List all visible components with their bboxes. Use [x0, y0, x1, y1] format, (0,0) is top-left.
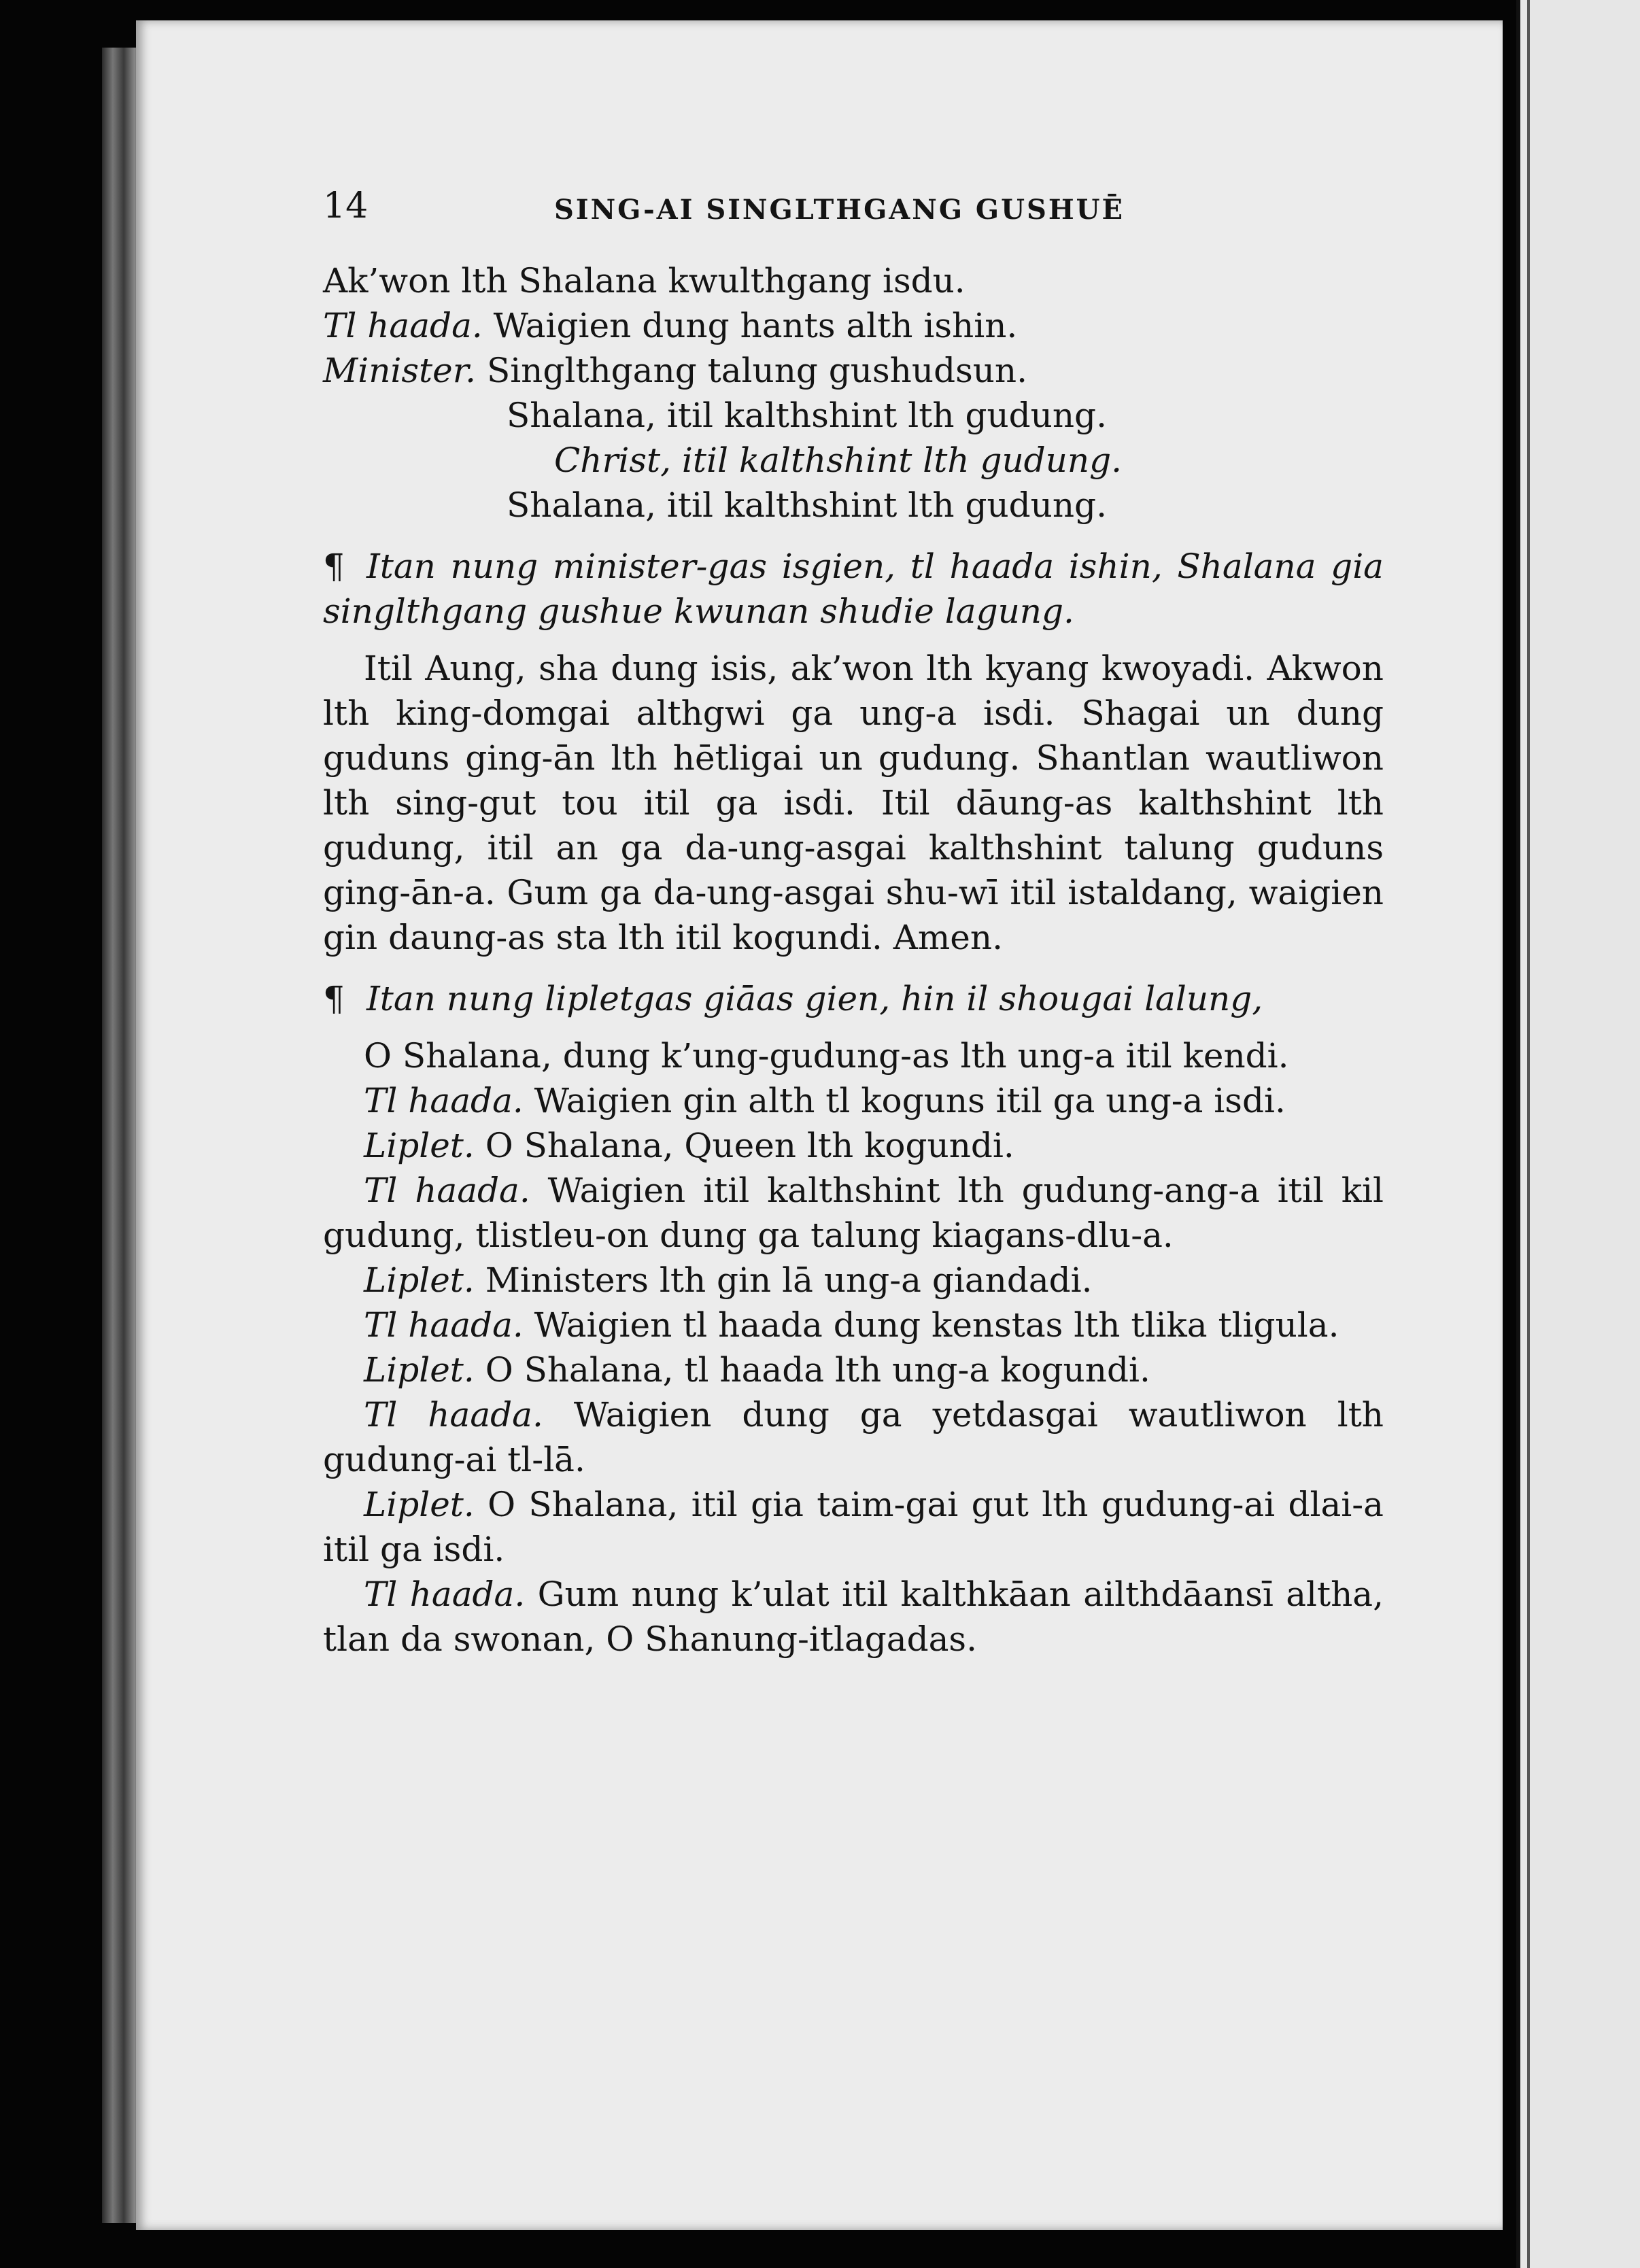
response-line: [323, 1258, 1384, 1303]
response-text: Waigien gin alth tl koguns itil ga ung-a isdi.: [534, 1081, 1286, 1120]
line-text: Waigien dung hants alth ishin.: [493, 306, 1018, 345]
rubric: [323, 976, 1384, 1021]
facing-page-edge: [1516, 0, 1640, 2268]
page-title: SING-AI SINGLTHGANG GUSHUĒ: [554, 194, 1125, 226]
response-line: [323, 1482, 1384, 1572]
line-text: Singlthgang talung gushudsun.: [486, 351, 1028, 390]
speaker-label: Liplet.: [364, 1126, 475, 1165]
pilcrow-mark: ¶: [323, 547, 345, 586]
response-line: [323, 1303, 1384, 1347]
running-head: [323, 177, 1384, 231]
speaker-label: Minister.: [323, 351, 477, 390]
speaker-label: Liplet.: [364, 1485, 475, 1524]
rubric-text: Itan nung minister-gas isgien, tl haada ishin, Shalana gia singlthgang gushue kwunan shudie lagung.: [323, 547, 1384, 631]
prayer-paragraph: O Shalana, dung k’ung-gudung-as lth ung-a itil kendi.: [364, 1036, 1289, 1076]
speaker-label: Tl haada.: [364, 1171, 530, 1210]
page-number: 14: [323, 186, 369, 226]
gutter-line: [1527, 0, 1530, 2268]
text-line: [323, 348, 1384, 393]
line-text: Ak’won lth Shalana kwulthgang isdu.: [323, 261, 966, 300]
speaker-label: Tl haada.: [364, 1575, 526, 1614]
text-line: [323, 258, 1384, 303]
response-text: O Shalana, tl haada lth ung-a kogundi.: [485, 1350, 1150, 1390]
speaker-label: Tl haada.: [364, 1395, 543, 1434]
versicle-line: Shalana, itil kalthshint lth gudung.: [507, 396, 1107, 435]
rubric: [323, 544, 1384, 634]
response-line: [323, 1392, 1384, 1482]
response-line: [323, 1123, 1384, 1168]
response-text: Waigien itil kalthshint lth gudung-ang-a itil kil gudung, tlistleu-on dung ga talung kiagans-dlu-a.: [323, 1171, 1384, 1255]
speaker-label: Liplet.: [364, 1350, 475, 1390]
response-line: [323, 1168, 1384, 1258]
prayer-paragraph: Itil Aung, sha dung isis, ak’won lth kyang kwoyadi. Akwon lth king-domgai althgwi ga ung-a isdi. Shagai un dung guduns ging-ān lth hētligai un gudung. Shantlan wautliwon lth sing-gut tou itil ga isdi. Itil dāung-as kalthshint lth gudung, itil an ga da-ung-asgai kalthshint talung guduns ging-ān-a. Gum ga da-ung-asgai shu-wī itil istaldang, waigien gin daung-as sta lth itil kogundi. Amen.: [323, 649, 1384, 957]
response-line: [323, 1347, 1384, 1392]
speaker-label: Tl haada.: [364, 1305, 524, 1345]
text-line: [323, 303, 1384, 348]
speaker-label: Tl haada.: [364, 1081, 524, 1120]
response-text: Waigien tl haada dung kenstas lth tlika tligula.: [534, 1305, 1339, 1345]
response-text: O Shalana, Queen lth kogundi.: [485, 1126, 1014, 1165]
response-text: Ministers lth gin lā ung-a giandadi.: [485, 1260, 1093, 1300]
response-text: O Shalana, itil gia taim-gai gut lth gudung-ai dlai-a itil ga isdi.: [323, 1485, 1384, 1569]
rubric-text: Itan nung lipletgas giāas gien, hin il shougai lalung,: [366, 979, 1263, 1018]
speaker-label: Tl haada.: [323, 306, 483, 345]
pilcrow-mark: ¶: [323, 979, 345, 1018]
page-content: [323, 177, 1384, 1662]
response-text: Gum nung k’ulat itil kalthkāan ailthdāansī altha, tlan da swonan, O Shanung-itlagadas.: [323, 1575, 1384, 1659]
versicle-line: Shalana, itil kalthshint lth gudung.: [507, 485, 1107, 525]
versicle-line: Christ, itil kalthshint lth gudung.: [554, 441, 1122, 480]
speaker-label: Liplet.: [364, 1260, 475, 1300]
response-line: [323, 1078, 1384, 1123]
response-line: [323, 1572, 1384, 1662]
response-text: Waigien dung ga yetdasgai wautliwon lth gudung-ai tl-lā.: [323, 1395, 1384, 1479]
